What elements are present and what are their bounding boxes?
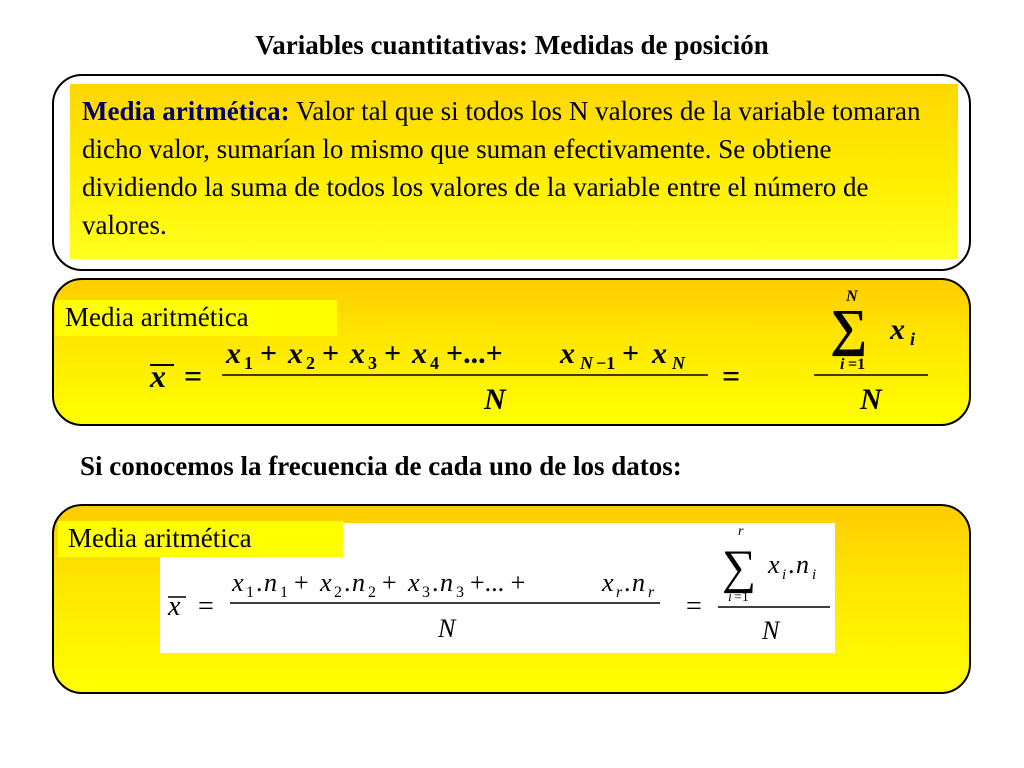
svg-text:=1: =1 — [734, 590, 749, 605]
frequency-subtitle: Si conocemos la frecuencia de cada uno de los datos: — [80, 451, 682, 481]
svg-text:4: 4 — [430, 353, 439, 373]
svg-text:3: 3 — [422, 584, 430, 601]
svg-text:+: + — [382, 568, 397, 597]
svg-text:+...+: +...+ — [446, 337, 503, 370]
panel-tag-frequency: Media aritmética — [58, 521, 343, 557]
definition-text: Valor tal que si todos los N valores de la variable tomaran dicho valor, sumarían lo mismo que suman efectivamente. Se obtiene dividiendo la suma de todos los valores de la variable entre el número de valores. — [82, 96, 921, 240]
definition-label: Media aritmética: — [82, 96, 290, 126]
svg-text:n: n — [352, 568, 365, 597]
svg-text:2: 2 — [306, 353, 315, 373]
svg-text:=: = — [686, 591, 702, 622]
svg-text:=: = — [722, 358, 741, 394]
svg-text:+... +: +... + — [470, 568, 526, 597]
svg-text:x: x — [408, 568, 420, 597]
svg-text:x: x — [412, 337, 427, 370]
svg-text:x: x — [890, 313, 905, 346]
svg-text:=1: =1 — [848, 356, 866, 373]
svg-text:n: n — [440, 568, 453, 597]
definition-box — [70, 84, 958, 259]
svg-text:∑: ∑ — [722, 541, 757, 594]
svg-text:2: 2 — [368, 584, 376, 601]
svg-text:N: N — [580, 353, 593, 373]
svg-text:2: 2 — [334, 584, 342, 601]
svg-text:N: N — [846, 288, 858, 305]
svg-text:=: = — [198, 591, 214, 622]
svg-text:r: r — [648, 584, 655, 601]
svg-text:.: . — [344, 568, 351, 597]
svg-text:=: = — [184, 358, 203, 394]
svg-text:x: x — [768, 550, 780, 579]
svg-text:.: . — [788, 550, 795, 579]
svg-text:x: x — [320, 568, 332, 597]
svg-text:x: x — [150, 358, 166, 394]
svg-text:i: i — [812, 567, 817, 583]
svg-text:.: . — [256, 568, 263, 597]
svg-text:3: 3 — [456, 584, 464, 601]
definition-paragraph — [82, 92, 946, 244]
svg-text:x: x — [652, 337, 667, 370]
svg-text:3: 3 — [368, 353, 377, 373]
svg-text:x: x — [168, 591, 181, 622]
svg-text:−1: −1 — [596, 353, 616, 373]
svg-text:x: x — [232, 568, 244, 597]
page-title: Variables cuantitativas: Medidas de posición — [255, 30, 769, 60]
svg-text:i: i — [840, 356, 845, 373]
svg-text:n: n — [796, 550, 809, 579]
svg-text:N: N — [672, 353, 685, 373]
svg-text:+: + — [384, 337, 402, 370]
svg-text:N: N — [762, 616, 780, 645]
svg-text:N: N — [484, 383, 506, 416]
svg-text:N: N — [438, 614, 456, 643]
svg-text:i: i — [728, 590, 732, 605]
svg-text:i: i — [910, 329, 916, 349]
svg-text:x: x — [602, 568, 614, 597]
svg-text:+: + — [294, 568, 309, 597]
svg-text:+: + — [260, 337, 278, 370]
panel-tag-simple: Media aritmética — [55, 300, 337, 336]
svg-text:1: 1 — [244, 353, 253, 373]
svg-text:+: + — [622, 337, 640, 370]
svg-text:∑: ∑ — [830, 300, 868, 357]
svg-text:x: x — [350, 337, 365, 370]
svg-text:r: r — [738, 524, 744, 539]
svg-text:.: . — [624, 568, 631, 597]
svg-text:n: n — [264, 568, 277, 597]
svg-text:x: x — [288, 337, 303, 370]
svg-text:n: n — [632, 568, 645, 597]
svg-text:N: N — [860, 383, 882, 416]
svg-text:x: x — [226, 337, 241, 370]
svg-text:+: + — [322, 337, 340, 370]
svg-text:.: . — [432, 568, 439, 597]
svg-text:x: x — [560, 337, 575, 370]
svg-text:i: i — [782, 567, 787, 583]
svg-text:1: 1 — [280, 584, 288, 601]
svg-text:1: 1 — [246, 584, 254, 601]
svg-text:r: r — [616, 584, 623, 601]
